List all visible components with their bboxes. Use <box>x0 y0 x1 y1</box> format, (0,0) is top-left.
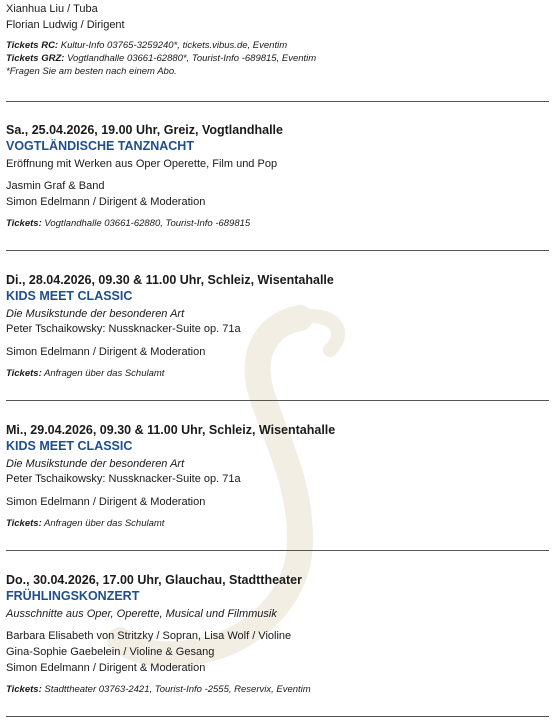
event-heading: Sa., 25.04.2026, 19.00 Uhr, Greiz, Vogtlandhalle <box>6 123 283 137</box>
event-tickets <box>6 218 250 230</box>
event-performer: Simon Edelmann / Dirigent & Moderation <box>6 196 206 208</box>
event-program: Peter Tschaikowsky: Nussknacker-Suite op. 71a <box>6 323 241 335</box>
event-tickets <box>6 518 164 530</box>
separator <box>6 716 549 717</box>
event-performer: Gina-Sophie Gaebelein / Violine & Gesang <box>6 646 215 658</box>
event-performer: Simon Edelmann / Dirigent & Moderation <box>6 346 206 358</box>
separator <box>6 101 549 102</box>
tickets-grz-value: Vogtlandhalle 03661-62880*, Tourist-Info -689815, Eventim <box>64 53 317 64</box>
event-program: Peter Tschaikowsky: Nussknacker-Suite op. 71a <box>6 473 241 485</box>
event-heading: Do., 30.04.2026, 17.00 Uhr, Glauchau, Stadttheater <box>6 573 302 587</box>
tickets-value: Anfragen über das Schulamt <box>41 518 165 529</box>
event-subtitle: Ausschnitte aus Oper, Operette, Musical und Filmmusik <box>6 608 277 620</box>
tickets-grz <box>6 53 316 65</box>
top-performer-1: Xianhua Liu / Tuba <box>6 3 98 15</box>
separator <box>6 400 549 401</box>
abo-note: *Fragen Sie am besten nach einem Abo. <box>6 66 177 77</box>
event-title: FRÜHLINGSKONZERT <box>6 589 140 603</box>
event-title: VOGTLÄNDISCHE TANZNACHT <box>6 139 194 153</box>
tickets-value: Vogtlandhalle 03661-62880, Tourist-Info -689815 <box>41 218 251 229</box>
separator <box>6 250 549 251</box>
tickets-rc-value: Kultur-Info 03765-3259240*, tickets.vibus.de, Eventim <box>58 40 288 51</box>
tickets-value: Anfragen über das Schulamt <box>41 368 165 379</box>
event-title: KIDS MEET CLASSIC <box>6 439 133 453</box>
tickets-label: Tickets: <box>6 218 42 229</box>
top-performer-2: Florian Ludwig / Dirigent <box>6 19 125 31</box>
event-tickets <box>6 684 311 696</box>
tickets-rc <box>6 40 287 52</box>
event-title: KIDS MEET CLASSIC <box>6 289 133 303</box>
event-subtitle: Eröffnung mit Werken aus Oper Operette, Film und Pop <box>6 158 278 170</box>
tickets-value: Stadttheater 03763-2421, Tourist-Info -2555, Reservix, Eventim <box>41 684 311 695</box>
event-performer: Jasmin Graf & Band <box>6 180 105 192</box>
event-performer: Simon Edelmann / Dirigent & Moderation <box>6 496 206 508</box>
tickets-rc-label: Tickets RC: <box>6 40 59 51</box>
tickets-grz-label: Tickets GRZ: <box>6 53 65 64</box>
event-performer: Simon Edelmann / Dirigent & Moderation <box>6 662 206 674</box>
event-tickets <box>6 368 164 380</box>
tickets-label: Tickets: <box>6 518 42 529</box>
event-heading: Mi., 29.04.2026, 09.30 & 11.00 Uhr, Schleiz, Wisentahalle <box>6 423 336 437</box>
event-subtitle: Die Musikstunde der besonderen Art <box>6 458 185 470</box>
event-performer: Barbara Elisabeth von Stritzky / Sopran, Lisa Wolf / Violine <box>6 630 292 642</box>
tickets-label: Tickets: <box>6 684 42 695</box>
separator <box>6 550 549 551</box>
event-heading: Di., 28.04.2026, 09.30 & 11.00 Uhr, Schleiz, Wisentahalle <box>6 273 334 287</box>
event-subtitle: Die Musikstunde der besonderen Art <box>6 308 185 320</box>
tickets-label: Tickets: <box>6 368 42 379</box>
